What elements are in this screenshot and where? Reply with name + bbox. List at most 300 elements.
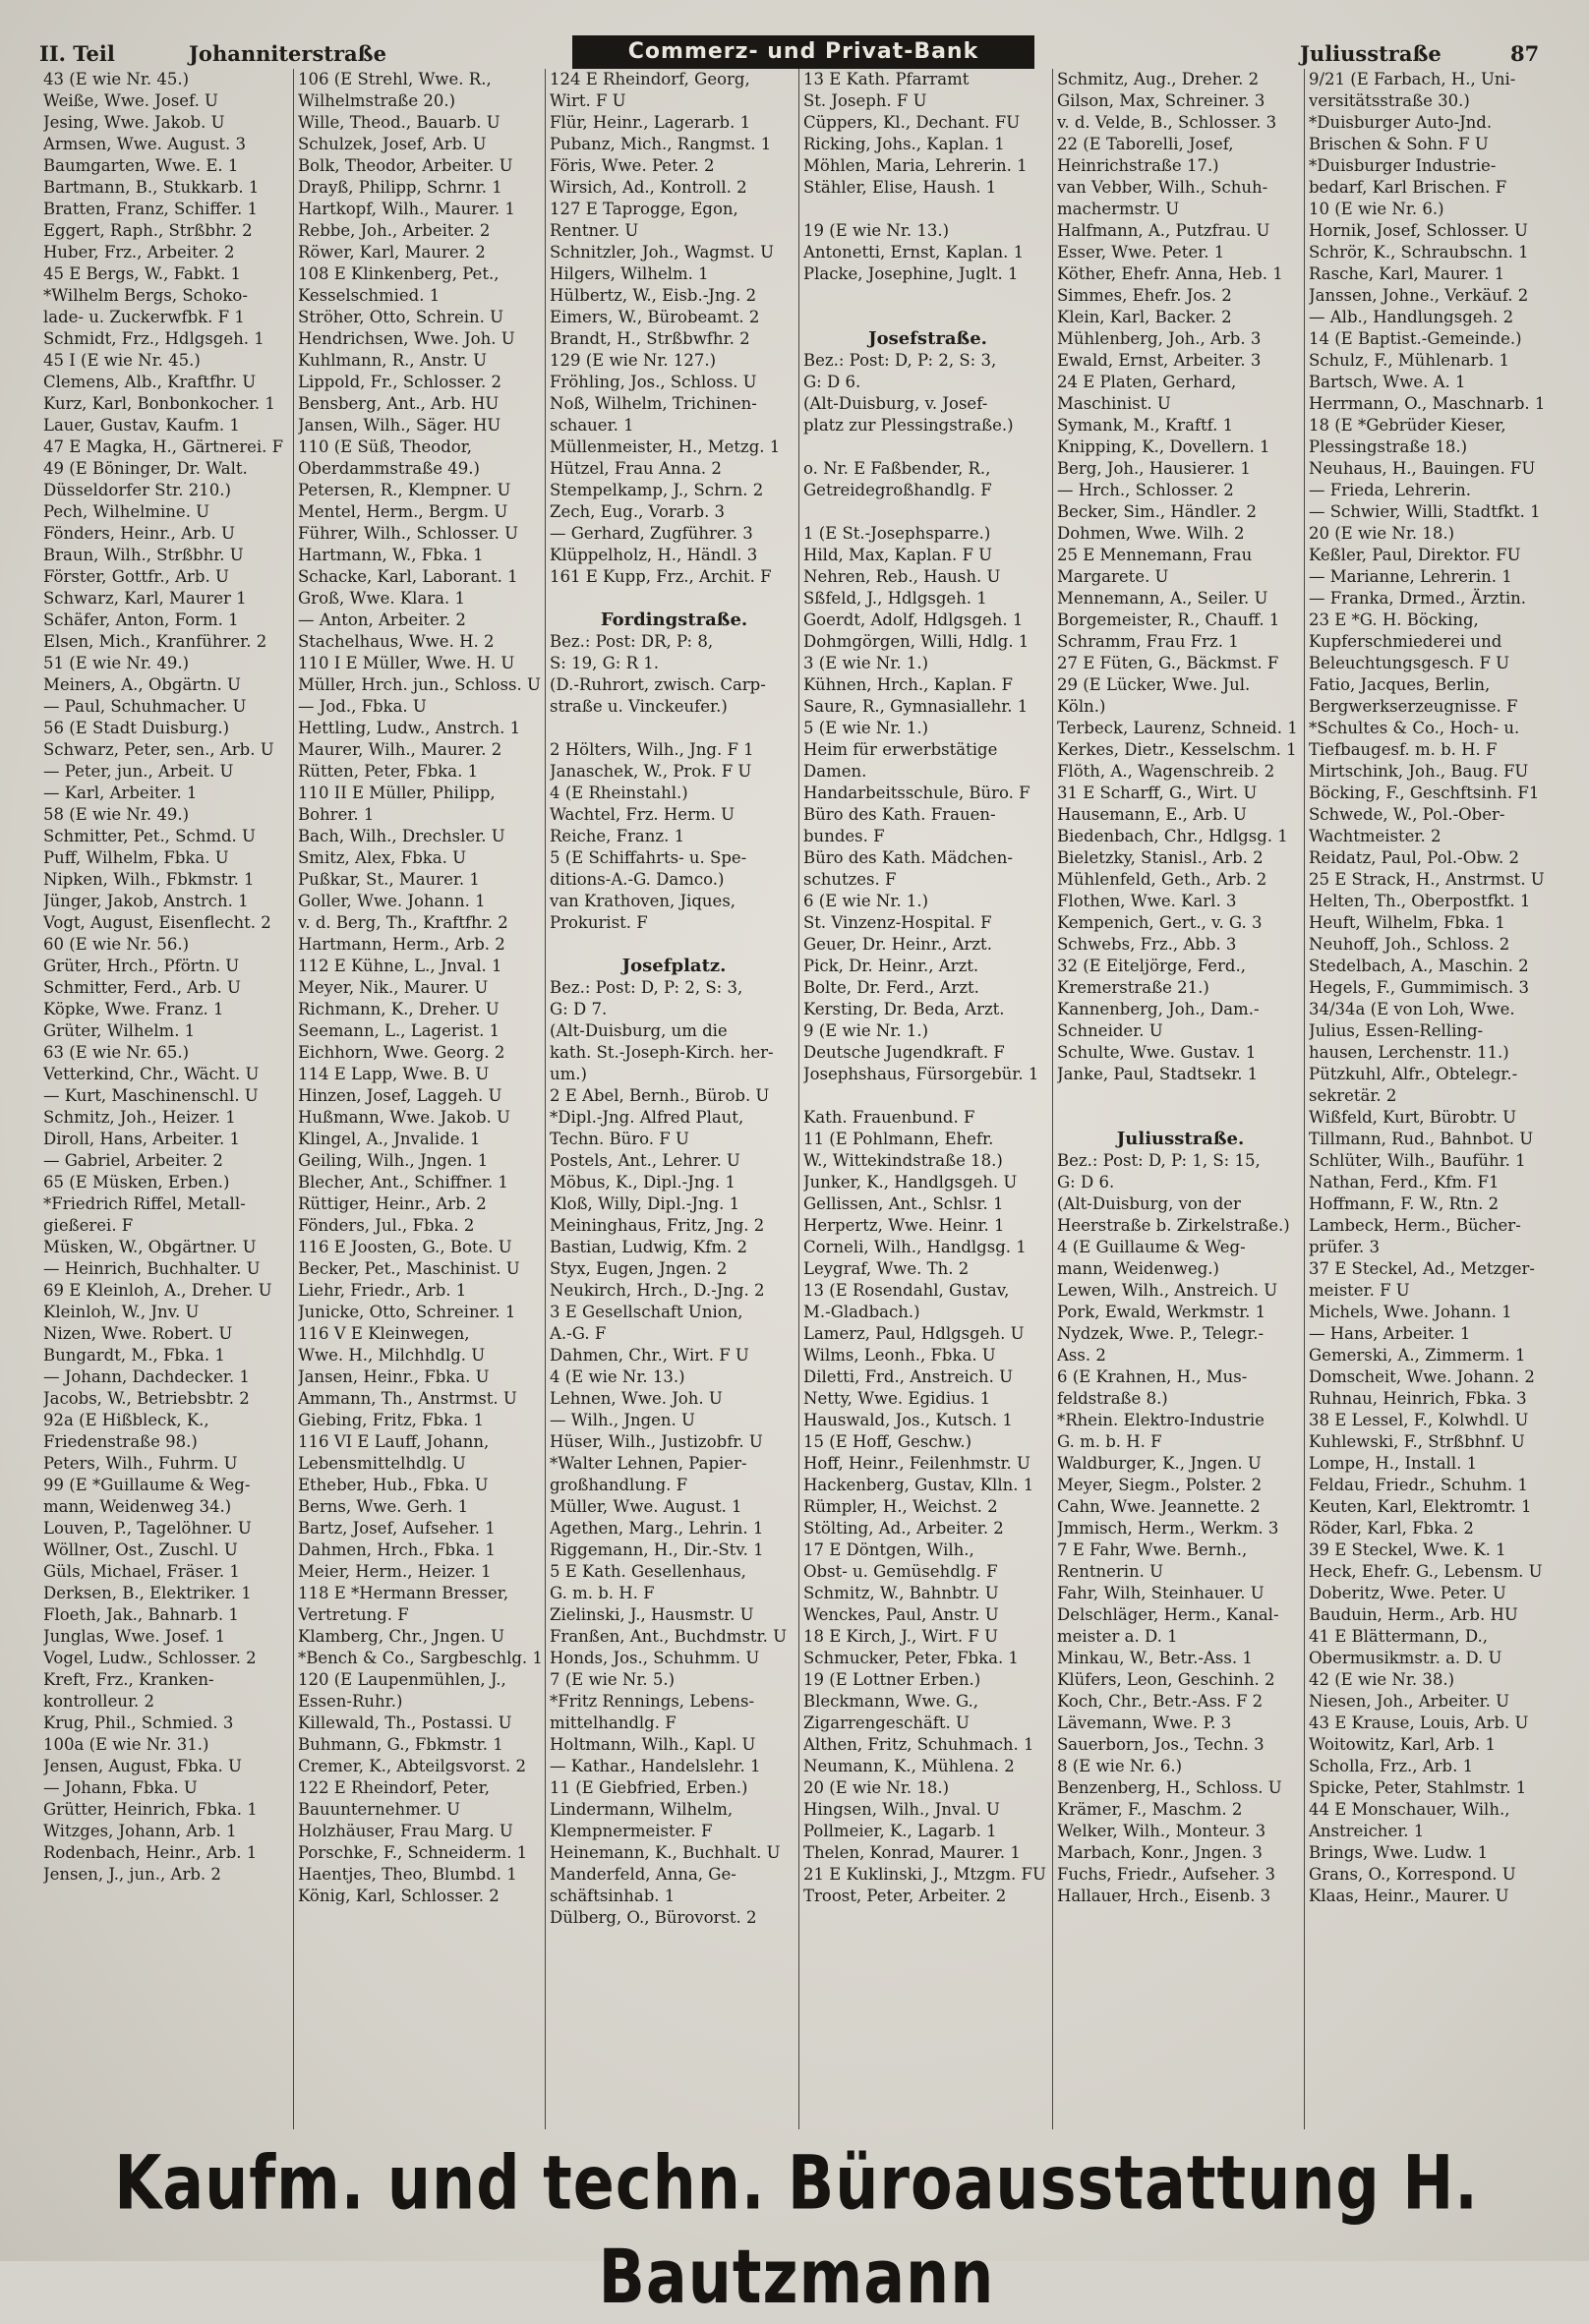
directory-entry: Bach, Wilh., Drechsler. U: [298, 827, 505, 845]
directory-entry: Waldburger, K., Jngen. U: [1057, 1454, 1262, 1473]
directory-entry: 58 (E wie Nr. 49.): [43, 805, 190, 824]
directory-entry: Mühlenfeld, Geth., Arb. 2: [1057, 870, 1267, 889]
directory-entry: Armsen, Wwe. August. 3: [43, 135, 246, 153]
directory-entry: *Friedrich Riffel, Metall-: [43, 1194, 246, 1213]
directory-entry: Agethen, Marg., Lehrin. 1: [550, 1519, 764, 1538]
directory-entry: Bastian, Ludwig, Kfm. 2: [550, 1238, 747, 1256]
directory-entry: Junglas, Wwe. Josef. 1: [43, 1627, 226, 1646]
directory-entry: 63 (E wie Nr. 65.): [43, 1043, 190, 1062]
directory-entry: Liehr, Friedr., Arb. 1: [298, 1281, 467, 1300]
directory-entry: Saure, R., Gymnasiallehr. 1: [803, 697, 1029, 716]
directory-entry: Baumgarten, Wwe. E. 1: [43, 156, 239, 175]
directory-entry: Jensen, J., jun., Arb. 2: [43, 1865, 221, 1884]
directory-entry: Essen-Ruhr.): [298, 1692, 403, 1711]
directory-entry: König, Karl, Schlosser. 2: [298, 1887, 500, 1905]
directory-entry: Grüter, Wilhelm. 1: [43, 1021, 196, 1040]
directory-entry: Wilhelmstraße 20.): [298, 91, 456, 110]
directory-entry: Vertretung. F: [298, 1605, 409, 1624]
directory-entry: Ewald, Ernst, Arbeiter. 3: [1057, 351, 1262, 370]
directory-entry: 10 (E wie Nr. 6.): [1309, 200, 1444, 218]
directory-entry: Junker, K., Handlgsgeh. U: [803, 1173, 1018, 1191]
directory-entry: Zech, Eug., Vorarb. 3: [550, 502, 726, 521]
directory-entry: 110 II E Müller, Philipp,: [298, 784, 496, 802]
directory-entry: Bleckmann, Wwe. G.,: [803, 1692, 979, 1711]
directory-entry: Schnitzler, Joh., Wagmst. U: [550, 243, 774, 261]
directory-entry: Rüttiger, Heinr., Arb. 2: [298, 1194, 487, 1213]
directory-entry: 25 E Mennemann, Frau: [1057, 546, 1253, 564]
directory-entry: Cahn, Wwe. Jeannette. 2: [1057, 1497, 1261, 1516]
directory-entry: Rasche, Karl, Maurer. 1: [1309, 264, 1505, 283]
directory-entry: Plessingstraße 18.): [1309, 437, 1468, 456]
directory-entry: Jensen, August, Fbka. U: [43, 1757, 242, 1775]
directory-entry: Hornik, Josef, Schlosser. U: [1309, 221, 1528, 240]
directory-entry: prüfer. 3: [1309, 1238, 1381, 1256]
directory-entry: A.-G. F: [550, 1324, 607, 1343]
directory-entry: Flöth, A., Wagenschreib. 2: [1057, 762, 1275, 781]
directory-entry: 13 (E Rosendahl, Gustav,: [803, 1281, 1010, 1300]
directory-entry: Obermusikmstr. a. D. U: [1309, 1649, 1502, 1667]
directory-entry: Düsseldorfer Str. 210.): [43, 481, 231, 499]
directory-entry: Brings, Wwe. Ludw. 1: [1309, 1843, 1489, 1862]
directory-entry: Wenckes, Paul, Anstr. U: [803, 1605, 999, 1624]
directory-entry: 116 E Joosten, G., Bote. U: [298, 1238, 512, 1256]
directory-entry: *Walter Lehnen, Papier-: [550, 1454, 747, 1473]
directory-entry: Woitowitz, Karl, Arb. 1: [1309, 1735, 1496, 1754]
directory-entry: [803, 307, 1052, 328]
directory-entry: Bratten, Franz, Schiffer. 1: [43, 200, 258, 218]
directory-entry: Gilson, Max, Schreiner. 3: [1057, 91, 1265, 110]
directory-entry: St. Vinzenz-Hospital. F: [803, 913, 992, 932]
directory-entry: bedarf, Karl Brischen. F: [1309, 178, 1507, 197]
directory-entry: 2 Hölters, Wilh., Jng. F 1: [550, 740, 754, 759]
directory-entry: 45 E Bergs, W., Fabkt. 1: [43, 264, 241, 283]
directory-entry: Meininghaus, Fritz, Jng. 2: [550, 1216, 765, 1235]
directory-entry: — Hans, Arbeiter. 1: [1309, 1324, 1471, 1343]
directory-entry: 110 (E Süß, Theodor,: [298, 437, 473, 456]
directory-entry: Ass. 2: [1057, 1346, 1106, 1365]
directory-entry: Hilgers, Wilhelm. 1: [550, 264, 709, 283]
directory-entry: Schmidt, Frz., Hdlgsgeh. 1: [43, 329, 265, 348]
column-3: [545, 69, 798, 2129]
directory-entry: 31 E Scharff, G., Wirt. U: [1057, 784, 1258, 802]
directory-entry: Schacke, Karl, Laborant. 1: [298, 567, 518, 586]
directory-entry: (Alt-Duisburg, v. Josef-: [803, 394, 988, 413]
directory-entry: — Marianne, Lehrerin. 1: [1309, 567, 1512, 586]
directory-entry: 5 (E wie Nr. 1.): [803, 719, 929, 737]
directory-entry: Ruhnau, Heinrich, Fbka. 3: [1309, 1389, 1527, 1408]
directory-entry: Etheber, Hub., Fbka. U: [298, 1476, 489, 1494]
directory-entry: Förster, Gottfr., Arb. U: [43, 567, 229, 586]
directory-entry: 13 E Kath. Pfarramt: [803, 70, 970, 88]
directory-entry: [550, 588, 798, 610]
directory-entry: Eichhorn, Wwe. Georg. 2: [298, 1043, 505, 1062]
directory-entry: Wirsich, Ad., Kontroll. 2: [550, 178, 747, 197]
directory-entry: Deutsche Jugendkraft. F: [803, 1043, 1005, 1062]
street-left-heading: Johanniterstraße: [189, 41, 386, 66]
directory-entry: Peters, Wilh., Fuhrm. U: [43, 1454, 238, 1473]
column-5: [1052, 69, 1304, 2129]
directory-entry: Althen, Fritz, Schuhmach. 1: [803, 1735, 1034, 1754]
directory-entry: Meyer, Nik., Maurer. U: [298, 978, 489, 997]
directory-entry: Stedelbach, A., Maschin. 2: [1309, 957, 1529, 975]
directory-entry: Margarete. U: [1057, 567, 1169, 586]
directory-entry: (Alt-Duisburg, um die: [550, 1021, 728, 1040]
directory-entry: Rentnerin. U: [1057, 1562, 1164, 1581]
directory-entry: Röder, Karl, Fbka. 2: [1309, 1519, 1474, 1538]
directory-entry: Lävemann, Wwe. P. 3: [1057, 1714, 1232, 1732]
directory-entry: Ammann, Th., Anstrmst. U: [298, 1389, 517, 1408]
directory-entry: 37 E Steckel, Ad., Metzger-: [1309, 1259, 1535, 1278]
directory-entry: Knipping, K., Dovellern. 1: [1057, 437, 1270, 456]
directory-entry: Hackenberg, Gustav, Klln. 1: [803, 1476, 1034, 1494]
directory-entry: *Dipl.-Jng. Alfred Plaut,: [550, 1108, 744, 1127]
directory-entry: [803, 501, 1052, 523]
directory-entry: Leygraf, Wwe. Th. 2: [803, 1259, 970, 1278]
directory-entry: 3 E Gesellschaft Union,: [550, 1303, 743, 1321]
directory-entry: 92a (E Hißbleck, K.,: [43, 1411, 209, 1429]
directory-entry: Benzenberg, H., Schloss. U: [1057, 1778, 1282, 1797]
directory-entry: Fröhling, Jos., Schloss. U: [550, 373, 757, 391]
directory-entry: Lindermann, Wilhelm,: [550, 1800, 734, 1819]
directory-entry: Köln.): [1057, 697, 1106, 716]
directory-entry: 5 E Kath. Gesellenhaus,: [550, 1562, 746, 1581]
directory-entry: Janssen, Johne., Verkäuf. 2: [1309, 286, 1529, 305]
directory-entry: Holtmann, Wilh., Kapl. U: [550, 1735, 756, 1754]
directory-entry: Niesen, Joh., Arbeiter. U: [1309, 1692, 1510, 1711]
directory-entry: Grans, O., Korrespond. U: [1309, 1865, 1516, 1884]
directory-entry: 23 E *G. H. Böcking,: [1309, 610, 1479, 629]
directory-entry: Vetterkind, Chr., Wächt. U: [43, 1065, 260, 1083]
directory-entry: Büro des Kath. Frauen-: [803, 805, 996, 824]
directory-entry: Clemens, Alb., Kraftfhr. U: [43, 373, 257, 391]
directory-entry: Diletti, Frd., Anstreich. U: [803, 1367, 1014, 1386]
directory-entry: Hartmann, W., Fbka. 1: [298, 546, 484, 564]
directory-entry: *Rhein. Elektro-Industrie: [1057, 1411, 1265, 1429]
directory-entry: Rütten, Peter, Fbka. 1: [298, 762, 479, 781]
directory-entry: Honds, Jos., Schuhmm. U: [550, 1649, 760, 1667]
directory-entry: Pick, Dr. Heinr., Arzt.: [803, 957, 979, 975]
directory-entry: Becker, Pet., Maschinist. U: [298, 1259, 520, 1278]
directory-entry: Rodenbach, Heinr., Arb. 1: [43, 1843, 258, 1862]
directory-entry: Wachtel, Frz. Herm. U: [550, 805, 735, 824]
directory-entry: Scholla, Frz., Arb. 1: [1309, 1757, 1474, 1775]
directory-entry: Stempelkamp, J., Schrn. 2: [550, 481, 764, 499]
directory-entry: v. d. Berg, Th., Kraftfhr. 2: [298, 913, 508, 932]
directory-entry: bundes. F: [803, 827, 885, 845]
directory-entry: Getreidegroßhandlg. F: [803, 481, 992, 499]
directory-entry: — Hrch., Schlosser. 2: [1057, 481, 1234, 499]
directory-entry: Biedenbach, Chr., Hdlgsg. 1: [1057, 827, 1288, 845]
directory-entry: Klingel, A., Jnvalide. 1: [298, 1130, 481, 1148]
directory-entry: — Johann, Fbka. U: [43, 1778, 198, 1797]
directory-entry: 43 (E wie Nr. 45.): [43, 70, 190, 88]
directory-entry: Styx, Eugen, Jngen. 2: [550, 1259, 728, 1278]
directory-entry: gießerei. F: [43, 1216, 134, 1235]
directory-entry: Hoff, Heinr., Feilenhmstr. U: [803, 1454, 1030, 1473]
directory-entry: Schwarz, Karl, Maurer 1: [43, 589, 247, 608]
directory-entry: Berns, Wwe. Gerh. 1: [298, 1497, 469, 1516]
directory-entry: Killewald, Th., Postassi. U: [298, 1714, 512, 1732]
directory-entry: Reidatz, Paul, Pol.-Obw. 2: [1309, 848, 1519, 867]
directory-entry: Diroll, Hans, Arbeiter. 1: [43, 1130, 241, 1148]
directory-entry: Pollmeier, K., Lagarb. 1: [803, 1822, 997, 1840]
directory-entry: Müller, Wwe. August. 1: [550, 1497, 742, 1516]
directory-entry: Kreft, Frz., Kranken-: [43, 1670, 214, 1689]
directory-entry: Bartsch, Wwe. A. 1: [1309, 373, 1466, 391]
directory-entry: Krug, Phil., Schmied. 3: [43, 1714, 234, 1732]
directory-entry: G: D 6.: [1057, 1173, 1115, 1191]
directory-entry: Stölting, Ad., Arbeiter. 2: [803, 1519, 1004, 1538]
directory-entry: Friedenstraße 98.): [43, 1432, 198, 1451]
directory-entry: Neukirch, Hrch., D.-Jng. 2: [550, 1281, 765, 1300]
directory-entry: Damen.: [803, 762, 867, 781]
directory-entry: Richmann, K., Dreher. U: [298, 1000, 500, 1018]
directory-entry: Lauer, Gustav, Kaufm. 1: [43, 416, 240, 435]
directory-entry: Köther, Ehefr. Anna, Heb. 1: [1057, 264, 1283, 283]
directory-entry: 42 (E wie Nr. 38.): [1309, 1670, 1455, 1689]
directory-entry: 6 (E Krahnen, H., Mus-: [1057, 1367, 1248, 1386]
directory-entry: Sßfeld, J., Hdlgsgeh. 1: [803, 589, 987, 608]
directory-entry: Jmmisch, Herm., Werkm. 3: [1057, 1519, 1279, 1538]
directory-entry: Schwede, W., Pol.-Ober-: [1309, 805, 1505, 824]
directory-entry: Klaas, Heinr., Maurer. U: [1309, 1887, 1509, 1905]
directory-entry: 11 (E Pohlmann, Ehefr.: [803, 1130, 994, 1148]
directory-entry: Klempnermeister. F: [550, 1822, 713, 1840]
directory-entry: Holzhäuser, Frau Marg. U: [298, 1822, 513, 1840]
directory-entry: Bez.: Post: D, P: 2, S: 3,: [803, 351, 997, 370]
directory-entry: Elsen, Mich., Kranführer. 2: [43, 632, 267, 651]
directory-entry: Jansen, Wilh., Säger. HU: [298, 416, 501, 435]
directory-entry: Schramm, Frau Frz. 1: [1057, 632, 1239, 651]
directory-entry: Kuhlewski, F., Strßbhnf. U: [1309, 1432, 1525, 1451]
street-heading: Fordingstraße.: [600, 610, 748, 630]
directory-entry: Klüppelholz, H., Händl. 3: [550, 546, 758, 564]
directory-entry: Klamberg, Chr., Jngen. U: [298, 1627, 505, 1646]
directory-entry: Kath. Frauenbund. F: [803, 1108, 975, 1127]
directory-entry: G: D 7.: [550, 1000, 608, 1018]
directory-entry: Welker, Wilh., Monteur. 3: [1057, 1822, 1266, 1840]
directory-entry: Porschke, F., Schneiderm. 1: [298, 1843, 528, 1862]
directory-entry: Geuer, Dr. Heinr., Arzt.: [803, 935, 992, 954]
directory-entry: Nydzek, Wwe. P., Telegr.-: [1057, 1324, 1265, 1343]
directory-entry: Domscheit, Wwe. Johann. 2: [1309, 1367, 1535, 1386]
directory-entry: Josephshaus, Fürsorgebür. 1: [803, 1065, 1039, 1083]
directory-entry: Hallauer, Hrch., Eisenb. 3: [1057, 1887, 1271, 1905]
directory-entry: 110 I E Müller, Wwe. H. U: [298, 654, 515, 672]
directory-entry: W., Wittekindstraße 18.): [803, 1151, 1003, 1170]
directory-entry: ditions-A.-G. Damco.): [550, 870, 725, 889]
directory-entry: Hußmann, Wwe. Jakob. U: [298, 1108, 510, 1127]
directory-entry: Hüser, Wilh., Justizobfr. U: [550, 1432, 763, 1451]
directory-entry: 124 E Rheindorf, Georg,: [550, 70, 750, 88]
directory-entry: Mennemann, A., Seiler. U: [1057, 589, 1268, 608]
directory-entry: lade- u. Zuckerwfbk. F 1: [43, 308, 245, 326]
directory-entry: Pech, Wilhelmine. U: [43, 502, 210, 521]
page-header: [39, 35, 1554, 69]
directory-entry: 100a (E wie Nr. 31.): [43, 1735, 209, 1754]
directory-entry: Pork, Ewald, Werkmstr. 1: [1057, 1303, 1266, 1321]
directory-entry: 4 (E Rheinstahl.): [550, 784, 688, 802]
directory-entry: Terbeck, Laurenz, Schneid. 1: [1057, 719, 1298, 737]
directory-entry: Meier, Herm., Heizer. 1: [298, 1562, 492, 1581]
directory-entry: — Kurt, Maschinenschl. U: [43, 1086, 259, 1105]
directory-entry: Heim für erwerbstätige: [803, 740, 998, 759]
directory-entry: Grüter, Hrch., Pförtn. U: [43, 957, 240, 975]
directory-entry: Schwebs, Frz., Abb. 3: [1057, 935, 1237, 954]
directory-entry: 6 (E wie Nr. 1.): [803, 892, 929, 910]
directory-entry: Placke, Josephine, Juglt. 1: [803, 264, 1019, 283]
directory-entry: großhandlung. F: [550, 1476, 688, 1494]
directory-entry: Pubanz, Mich., Rangmst. 1: [550, 135, 772, 153]
directory-entry: Fuchs, Friedr., Aufseher. 3: [1057, 1865, 1275, 1884]
directory-entry: meister. F U: [1309, 1281, 1410, 1300]
directory-entry: Flür, Heinr., Lagerarb. 1: [550, 113, 751, 132]
directory-entry: Pützkuhl, Alfr., Obtelegr.-: [1309, 1065, 1518, 1083]
directory-entry: Thelen, Konrad, Maurer. 1: [803, 1843, 1021, 1862]
directory-columns: [39, 69, 1554, 2129]
directory-entry: Minkau, W., Betr.-Ass. 1: [1057, 1649, 1253, 1667]
directory-entry: Nathan, Ferd., Kfm. F1: [1309, 1173, 1500, 1191]
directory-entry: machermstr. U: [1057, 200, 1180, 218]
directory-entry: 20 (E wie Nr. 18.): [803, 1778, 950, 1797]
directory-entry: 11 (E Giebfried, Erben.): [550, 1778, 748, 1797]
directory-entry: Lehnen, Wwe. Joh. U: [550, 1389, 723, 1408]
directory-entry: 3 (E wie Nr. 1.): [803, 654, 929, 672]
directory-entry: Manderfeld, Anna, Ge-: [550, 1865, 736, 1884]
directory-entry: 49 (E Böninger, Dr. Walt.: [43, 459, 248, 478]
directory-entry: Schmucker, Peter, Fbka. 1: [803, 1649, 1019, 1667]
directory-entry: Schlüter, Wilh., Bauführ. 1: [1309, 1151, 1526, 1170]
column-2: [293, 69, 545, 2129]
directory-entry: Braun, Wilh., Strßbhr. U: [43, 546, 244, 564]
directory-entry: Giebing, Fritz, Fbka. 1: [298, 1411, 485, 1429]
directory-entry: 47 E Magka, H., Gärtnerei. F: [43, 437, 284, 456]
directory-entry: Tillmann, Rud., Bahnbot. U: [1309, 1130, 1534, 1148]
directory-entry: Fönders, Jul., Fbka. 2: [298, 1216, 475, 1235]
directory-entry: Janke, Paul, Stadtsekr. 1: [1057, 1065, 1259, 1083]
directory-entry: [803, 436, 1052, 458]
directory-entry: Hingsen, Wilh., Jnval. U: [803, 1800, 1000, 1819]
directory-entry: Wißfeld, Kurt, Bürobtr. U: [1309, 1108, 1517, 1127]
directory-entry: Schulzek, Josef, Arb. U: [298, 135, 487, 153]
directory-entry: Cremer, K., Abteilgsvorst. 2: [298, 1757, 526, 1775]
directory-entry: 65 (E Müsken, Erben.): [43, 1173, 230, 1191]
directory-entry: platz zur Plessingstraße.): [803, 416, 1014, 435]
directory-entry: Esser, Wwe. Peter. 1: [1057, 243, 1225, 261]
directory-entry: sekretär. 2: [1309, 1086, 1397, 1105]
directory-entry: Rentner. U: [550, 221, 639, 240]
directory-entry: *Bench & Co., Sargbeschlg. 1: [298, 1649, 543, 1667]
directory-entry: o. Nr. E Faßbender, R.,: [803, 459, 991, 478]
directory-entry: (Alt-Duisburg, von der: [1057, 1194, 1241, 1213]
directory-entry: Ricking, Johs., Kaplan. 1: [803, 135, 1005, 153]
directory-entry: — Jod., Fbka. U: [298, 697, 427, 716]
directory-entry: Kempenich, Gert., v. G. 3: [1057, 913, 1263, 932]
directory-entry: Drayß, Philipp, Schrnr. 1: [298, 178, 502, 197]
directory-entry: 161 E Kupp, Frz., Archit. F: [550, 567, 772, 586]
directory-entry: 45 I (E wie Nr. 45.): [43, 351, 201, 370]
directory-entry: Flothen, Wwe. Karl. 3: [1057, 892, 1237, 910]
part-label: II. Teil: [39, 41, 115, 66]
directory-entry: 56 (E Stadt Duisburg.): [43, 719, 230, 737]
directory-entry: kath. St.-Joseph-Kirch. her-: [550, 1043, 774, 1062]
directory-entry: Schäfer, Anton, Form. 1: [43, 610, 239, 629]
directory-entry: um.): [550, 1065, 587, 1083]
directory-entry: Bensberg, Ant., Arb. HU: [298, 394, 500, 413]
directory-entry: Fahr, Wilh, Steinhauer. U: [1057, 1584, 1265, 1602]
directory-entry: Puff, Wilhelm, Fbka. U: [43, 848, 229, 867]
directory-entry: Prokurist. F: [550, 913, 648, 932]
directory-entry: Wwe. H., Milchhdlg. U: [298, 1346, 486, 1365]
directory-entry: Julius, Essen-Relling-: [1309, 1021, 1484, 1040]
directory-entry: Kesselschmied. 1: [298, 286, 441, 305]
directory-entry: Ströher, Otto, Schrein. U: [298, 308, 504, 326]
directory-entry: [803, 285, 1052, 307]
directory-entry: Goerdt, Adolf, Hdlgsgeh. 1: [803, 610, 1024, 629]
directory-entry: Kuhlmann, R., Anstr. U: [298, 351, 487, 370]
directory-entry: Gellissen, Ant., Schlsr. 1: [803, 1194, 1004, 1213]
directory-entry: Huber, Frz., Arbeiter. 2: [43, 243, 235, 261]
directory-entry: Anstreicher. 1: [1309, 1822, 1425, 1840]
directory-entry: Michels, Wwe. Johann. 1: [1309, 1303, 1512, 1321]
directory-entry: Vogel, Ludw., Schlosser. 2: [43, 1649, 257, 1667]
directory-entry: — Schwier, Willi, Stadtfkt. 1: [1309, 502, 1541, 521]
directory-entry: Bungardt, M., Fbka. 1: [43, 1346, 225, 1365]
directory-entry: Hausemann, E., Arb. U: [1057, 805, 1247, 824]
directory-entry: Beleuchtungsgesch. F U: [1309, 654, 1510, 672]
directory-entry: Lebensmittelhdlg. U: [298, 1454, 466, 1473]
directory-entry: — Karl, Arbeiter. 1: [43, 784, 198, 802]
directory-entry: — Wilh., Jngen. U: [550, 1411, 695, 1429]
directory-entry: Jünger, Jakob, Anstrch. 1: [43, 892, 249, 910]
directory-entry: G. m. b. H. F: [1057, 1432, 1162, 1451]
directory-entry: Schulz, F., Mühlenarb. 1: [1309, 351, 1509, 370]
directory-entry: Güls, Michael, Fräser. 1: [43, 1562, 240, 1581]
directory-entry: Möhlen, Maria, Lehrerin. 1: [803, 156, 1028, 175]
directory-entry: Bieletzky, Stanisl., Arb. 2: [1057, 848, 1264, 867]
directory-entry: Föris, Wwe. Peter. 2: [550, 156, 715, 175]
directory-entry: Kannenberg, Joh., Dam.-: [1057, 1000, 1260, 1018]
directory-entry: van Krathoven, Jiques,: [550, 892, 736, 910]
directory-entry: 15 (E Hoff, Geschw.): [803, 1432, 972, 1451]
directory-entry: Borgemeister, R., Chauff. 1: [1057, 610, 1280, 629]
page-number: 87: [1510, 41, 1540, 66]
directory-entry: Schmitz, W., Bahnbtr. U: [803, 1584, 999, 1602]
directory-entry: Bez.: Post: DR, P: 8,: [550, 632, 714, 651]
directory-entry: Pußkar, St., Maurer. 1: [298, 870, 480, 889]
directory-entry: Meyer, Siegm., Polster. 2: [1057, 1476, 1263, 1494]
directory-entry: Geiling, Wilh., Jngen. 1: [298, 1151, 489, 1170]
directory-entry: Hoffmann, F. W., Rtn. 2: [1309, 1194, 1500, 1213]
directory-entry: Neuhaus, H., Bauingen. FU: [1309, 459, 1536, 478]
directory-entry: — Franka, Drmed., Ärztin.: [1309, 589, 1526, 608]
directory-entry: 8 (E wie Nr. 6.): [1057, 1757, 1183, 1775]
directory-entry: Dahmen, Chr., Wirt. F U: [550, 1346, 749, 1365]
street-right-heading: Juliusstraße: [1300, 41, 1442, 66]
directory-entry: — Peter, jun., Arbeit. U: [43, 762, 234, 781]
directory-entry: schäftsinhab. 1: [550, 1887, 676, 1905]
directory-entry: *Schultes & Co., Hoch- u.: [1309, 719, 1520, 737]
directory-entry: *Wilhelm Bergs, Schoko-: [43, 286, 248, 305]
directory-entry: 116 VI E Lauff, Johann,: [298, 1432, 490, 1451]
directory-entry: Riggemann, H., Dir.-Stv. 1: [550, 1540, 764, 1559]
directory-entry: Eggert, Raph., Strßbhr. 2: [43, 221, 253, 240]
directory-entry: Krämer, F., Maschm. 2: [1057, 1800, 1243, 1819]
directory-entry: 18 E Kirch, J., Wirt. F U: [803, 1627, 998, 1646]
directory-entry: Hild, Max, Kaplan. F U: [803, 546, 993, 564]
directory-entry: 112 E Kühne, L., Jnval. 1: [298, 957, 502, 975]
directory-entry: Maurer, Wilh., Maurer. 2: [298, 740, 502, 759]
